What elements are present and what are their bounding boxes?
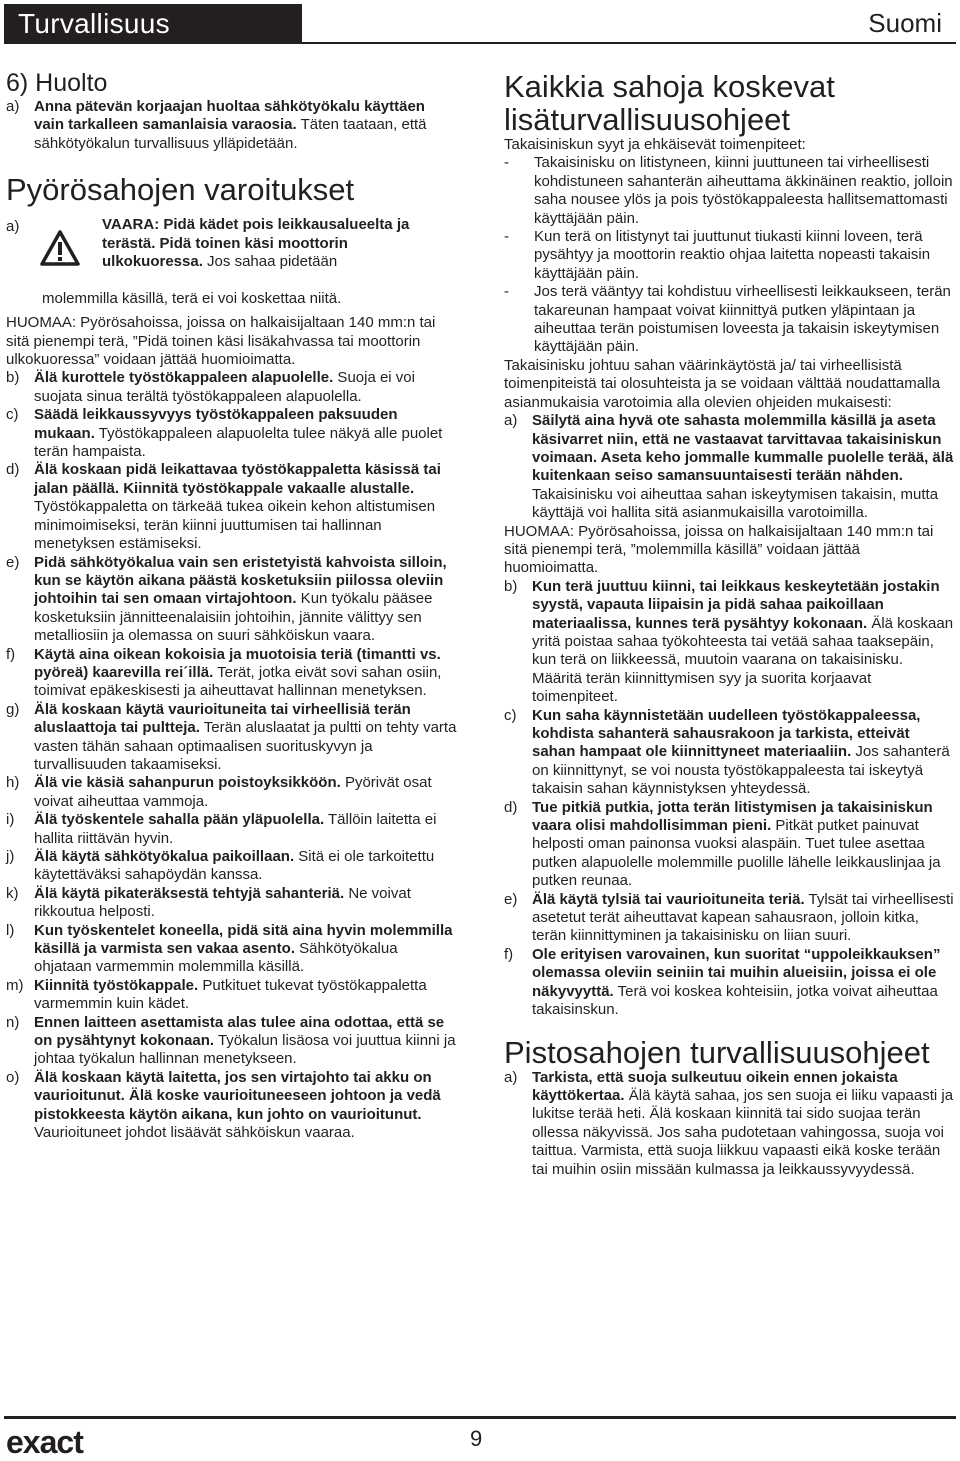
item-text: Täten taataan, että sähkötyökalun turvallisuus ylläpidetään.: [34, 116, 427, 152]
item-bold: Älä käytä tylsiä tai vaurioituneita teriä.: [532, 890, 805, 908]
item-bold: Älä koskaan käytä vaurioituneita tai virheellisiä terän aluslaattoja tai pultteja.: [34, 700, 411, 737]
list-item: [504, 946, 956, 1020]
item-label: b): [504, 577, 518, 595]
item-text: Sitä ei ole tarkoitettu käytettäväksi sahapöydän kanssa.: [34, 848, 435, 884]
item-bold: Kiinnitä työstökappale.: [34, 976, 199, 994]
list-item: [6, 922, 458, 977]
item-text: Terät, jotka eivät sovi sahan osiin, toimivat epäkeskisesti ja aiheuttavat hallinnan menetyksen.: [34, 663, 442, 700]
list-item: [6, 369, 458, 406]
item-label: g): [6, 700, 20, 718]
item-label: l): [6, 921, 15, 939]
item-label: f): [504, 945, 514, 963]
list-item: [6, 406, 458, 461]
item-bold: Älä vie käsiä sahanpurun poistoyksikköön.: [34, 774, 341, 792]
item-text: Putkituet tukevat työstökappaletta varmemmin kuin kädet.: [34, 976, 427, 1013]
item-bold: Tue pitkiä putkia, jotta terän litistymisen ja takaisiniskun vaara olisi mahdollisimman pieni.: [532, 798, 933, 835]
dash-item: [504, 228, 956, 283]
item-bold: Älä työskentele sahalla pään yläpuolella.: [34, 811, 325, 829]
page-number: 9: [470, 1426, 483, 1451]
list-item: [504, 578, 956, 707]
item-text: Pitkät putket painuvat helposti oman painonsa vuoksi alaspäin. Tuet tulee asettaa putken alapuolelle molemmille puolille lähelle leikkauslinjaa ja putken reunaa.: [532, 817, 941, 890]
list-item: [6, 811, 458, 848]
item-label: e): [504, 890, 518, 908]
dash-text: Kun terä on litistynyt tai juuttunut tiukasti kiinni loveen, terä pysähtyy ja moottorin reaktio ohjaa laitetta nopeasti takaisin käyttäjään päin.: [534, 228, 931, 282]
item-text: Terän aluslaatat ja pultti on tehty varta vasten tähän sahaan optimaalisen suorituskyvyn ja turvallisuuden takaamiseksi.: [34, 719, 457, 773]
list-item: [504, 891, 956, 946]
list-item: [6, 885, 458, 922]
warning-bold: VAARA: Pidä kädet pois leikkausalueelta ja terästä. Pidä toinen käsi moottorin ulkokuoressa.: [102, 216, 410, 271]
language-label: Suomi: [868, 8, 942, 38]
item-text: Vaurioituneet johdot lisäävät sähköiskun vaaraa.: [34, 1124, 355, 1142]
item-label: e): [6, 553, 20, 571]
pisto-heading: Pistosahojen turvallisuusohjeet: [504, 1034, 930, 1070]
item-text: Työstökappaleen alapuolelta tulee näkyä alle puolet terän hampaista.: [34, 424, 443, 461]
list-item: [6, 554, 458, 646]
section-title: Turvallisuus: [18, 8, 170, 39]
item-label: o): [6, 1068, 20, 1086]
item-text: Tällöin laitetta ei hallita riittävän hyvin.: [34, 811, 437, 847]
dash-label: -: [504, 283, 509, 301]
section-title-bar: [4, 4, 302, 44]
item-bold: Älä käytä pikateräksestä tehtyjä sahanteriä.: [34, 884, 345, 902]
item-label: i): [6, 811, 15, 829]
item-bold: Tarkista, että suoja sulkeutuu oikein ennen jokaista käyttökertaa.: [532, 1068, 898, 1104]
item-label: a): [504, 412, 518, 430]
item-label: k): [6, 884, 19, 902]
list-item: [6, 977, 458, 1014]
warning-plain: Jos sahaa pidetään: [202, 253, 338, 271]
left-items: [6, 369, 458, 1142]
item-label: f): [6, 645, 16, 663]
item-label: j): [6, 848, 15, 865]
dash-item: [504, 154, 956, 228]
warning-triangle-icon: [40, 230, 80, 266]
dash-label: -: [504, 228, 509, 246]
item-bold: Säädä leikkaussyvyys työstökappaleen paksuuden mukaan.: [34, 406, 398, 442]
item-bold: Älä käytä sähkötyökalua paikoillaan.: [34, 848, 295, 865]
item-label: a): [504, 1068, 518, 1086]
right-items: [504, 578, 956, 1020]
item-text: Älä käytä sahaa, jos sen suoja ei liiku vapaasti ja lukitse terää heti. Älä koskaan kiinnitä tai sido suojaa terän ollessa näkyvissä. Jos saha pudotetaan vahingossa, suoja voi taittua. Varmista, että suoja liikkuu vapaasti eikä koske terään tai muihin osiin missään kulmassa ja leikkaussyvyydessä.: [532, 1086, 954, 1178]
varoitukset-heading: Pyörösahojen varoitukset: [6, 172, 355, 208]
pisto-item-a: [504, 1069, 956, 1179]
item-bold: Ole erityisen varovainen, kun suoritat “uppoleikkauksen” olemassa oleviin seiniin tai muihin alueisiin, joissa ei ole näkyvyyttä.: [532, 945, 941, 1000]
kaikki-sahat-heading: Kaikkia sahoja koskevat lisäturvallisuusohjeet: [504, 69, 835, 137]
item-text: Suoja ei voi suojata sinua terältä työstökappaleen alapuolella.: [34, 369, 415, 405]
item-bold: Älä kurottele työstökappaleen alapuolelle.: [34, 369, 334, 387]
kickback-paragraph: Takaisinisku johtuu sahan väärinkäytöstä ja/ tai virheellisistä toimenpiteistä tai olosuhteista ja se voidaan välttää noudattamalla asianmukaisia varotoimia alla olevien ohjeiden mukaisesti:: [504, 356, 941, 411]
item-label: n): [6, 1013, 20, 1031]
item-text: Tylsät tai virheellisesti asetetut terät aiheuttavat kapean sahausraon, jolloin kitka, terän kiinnittyminen ja takaisinisku on liian suuri.: [532, 890, 954, 945]
intro-text: Takaisiniskun syyt ja ehkäisevät toimenpiteet:: [504, 136, 806, 153]
item-text: Jos sahanterä on kiinnittynyt, se voi nousta työstökappaleesta tai iskeytyä takaisin sahan käynnistyksen yhteydessä.: [532, 743, 950, 798]
list-item: [6, 1069, 458, 1143]
item-bold: Ennen laitteen asettamista alas tulee aina odottaa, että se on pysähtynyt kokonaan.: [34, 1013, 445, 1050]
list-item: [6, 461, 458, 553]
item-label: d): [6, 461, 20, 479]
item-text: Takaisinisku voi aiheuttaa sahan iskeytymisen takaisin, mutta käyttäjä voi hallita sitä asianmukaisilla varotoimilla.: [532, 485, 939, 522]
dash-list: [504, 154, 956, 356]
item-text: Sähkötyökalua ohjataan varmemmin molemmilla käsillä.: [34, 940, 398, 976]
list-item: [6, 1014, 458, 1069]
dash-text: Jos terä vääntyy tai kohdistuu virheellisesti leikkaukseen, terän takareunan hampaat voivat kiinnittyä putken yläpintaan ja aiheuttaa terän poistumisen loveesta ja takaisin iskeytymisen käyttäjään päin.: [534, 283, 951, 356]
list-item: [6, 701, 458, 775]
item-label: m): [6, 976, 24, 994]
list-item: [6, 848, 458, 885]
item-text: Älä koskaan yritä poistaa sahaa työkohteesta tai vetää sahaa taaksepäin, kun terä on liikkeessä, muutoin vaarana on takaisinisku. Määritä terän kiinnittymisen syy ja suorita korjaavat toimenpiteet.: [532, 614, 954, 706]
warning-text: [102, 216, 452, 271]
item-bold: Kun saha käynnistetään uudelleen työstökappaleessa, kohdista sahanterä sahausrakoon ja tarkista, etteivät sahan hampaat ole kiinnittyneet materiaaliin.: [532, 706, 921, 761]
left-column: [6, 68, 458, 1143]
item-bold: Käytä aina oikean kokoisia ja muotoisia teriä (timantti vs. pyöreä) kaarevilla rei´illä.: [34, 645, 441, 681]
header-rule: [302, 42, 956, 44]
item-bold: Kun työskentelet koneella, pidä sitä aina hyvin molemmilla käsillä ja varmista sen vakaa asento.: [34, 921, 453, 958]
item-label: c): [504, 706, 517, 724]
item-bold: Älä koskaan käytä laitetta, jos sen virtajohto tai akku on vaurioitunut. Älä koske vaurioituneeseen johtoon ja vedä pistokkeesta käytön aikana, kun johto on vaurioitunut.: [34, 1068, 441, 1123]
list-item: [6, 774, 458, 811]
item-label: h): [6, 774, 20, 792]
item-bold: Pidä sähkötyökalua vain sen eristetyistä kahvoista silloin, kun se käytön aikana päästä kosketuksiin piilossa oleviin johtoihin tai sen omaan virtajohtoon.: [34, 553, 447, 608]
dash-label: -: [504, 154, 509, 172]
right-item-a: [504, 412, 956, 522]
warning-block: [6, 216, 458, 306]
item-text: Ne voivat rikkoutua helposti.: [34, 884, 411, 921]
dash-item: [504, 283, 956, 357]
list-item: [504, 707, 956, 799]
item-bold: Säilytä aina hyvä ote sahasta molemmilla käsillä ja aseta käsivarret niin, että ne vastaavat tarvittavaa takaisiniskun voimaan. Aseta keho jommalle kummalle puolelle terää, älä kuitenkaan seiso samansuuntaisesti terään nähden.: [532, 412, 954, 485]
dash-text: Takaisinisku on litistyneen, kiinni juuttuneen tai virheellisesti kohdistuneen sahanterän aiheuttama äkkinäinen reaktio, jolloin saha nousee ylös ja pois työstökappaleesta hallitsemattomasti käyttäjään päin.: [534, 154, 953, 227]
item-label: c): [6, 406, 19, 424]
warning-last-line: molemmilla käsillä, terä ei voi koskettaa niitä.: [42, 290, 342, 308]
huomaa-note: HUOMAA: Pyörösahoissa, joissa on halkaisijaltaan 140 mm:n tai sitä pienempi terä, ”Pidä toinen käsi lisäkahvassa tai moottorin ulkokuoressa” voidaan jättää huomioimatta.: [6, 314, 436, 369]
list-item: [504, 799, 956, 891]
item-text: Työstökappaletta on tärkeää tukea oikein kehon altistumisen minimoimiseksi, terän kiinni juuttumisen tai hallinnan menetyksen estämiseksi.: [34, 498, 436, 553]
list-item: [6, 646, 458, 701]
item-text: Pyörivät osat voivat aiheuttaa vammoja.: [34, 774, 432, 810]
item-text: Terä voi koskea kohteisiin, jotka voivat aiheuttaa takaisinskun.: [532, 982, 938, 1019]
footer-rule: [4, 1416, 956, 1419]
item-bold: Älä koskaan pidä leikattavaa työstökappaletta käsissä tai jalan päällä. Kiinnitä työstökappale vakaalle alustalle.: [34, 461, 441, 497]
right-column: [504, 70, 956, 1179]
item-label: d): [504, 798, 518, 816]
item-label: a): [6, 218, 20, 236]
item-label: a): [6, 98, 20, 115]
huomaa-note-right: HUOMAA: Pyörösahoissa, joissa on halkaisijaltaan 140 mm:n tai sitä pienempi terä, ”molemmilla käsillä” voidaan jättää huomioimatta.: [504, 522, 934, 577]
item-label: b): [6, 369, 20, 387]
huolto-heading: 6) Huolto: [6, 69, 108, 97]
item-text: Työkalun lisäosa voi juuttua kiinni ja johtaa työkalun hallinnan menetykseen.: [34, 1032, 456, 1068]
huolto-item-a: [6, 98, 458, 153]
item-bold: Anna pätevän korjaajan huoltaa sähkötyökalu käyttäen vain tarkalleen samanlaisia varaosia.: [34, 98, 425, 134]
brand-logo: exact: [6, 1424, 83, 1460]
item-bold: Kun terä juuttuu kiinni, tai leikkaus keskeytetään jostakin syystä, vapauta liipaisin ja pidä sahaa paikoillaan materiaalissa, kunnes terä pysähtyy kokonaan.: [532, 577, 940, 632]
item-text: Kun työkalu pääsee kosketuksiin jännitteenalaisiin johtoihin, jännite välittyy sen metalliosiin ja olemassa on suuri sähköiskun vaara.: [34, 590, 433, 645]
